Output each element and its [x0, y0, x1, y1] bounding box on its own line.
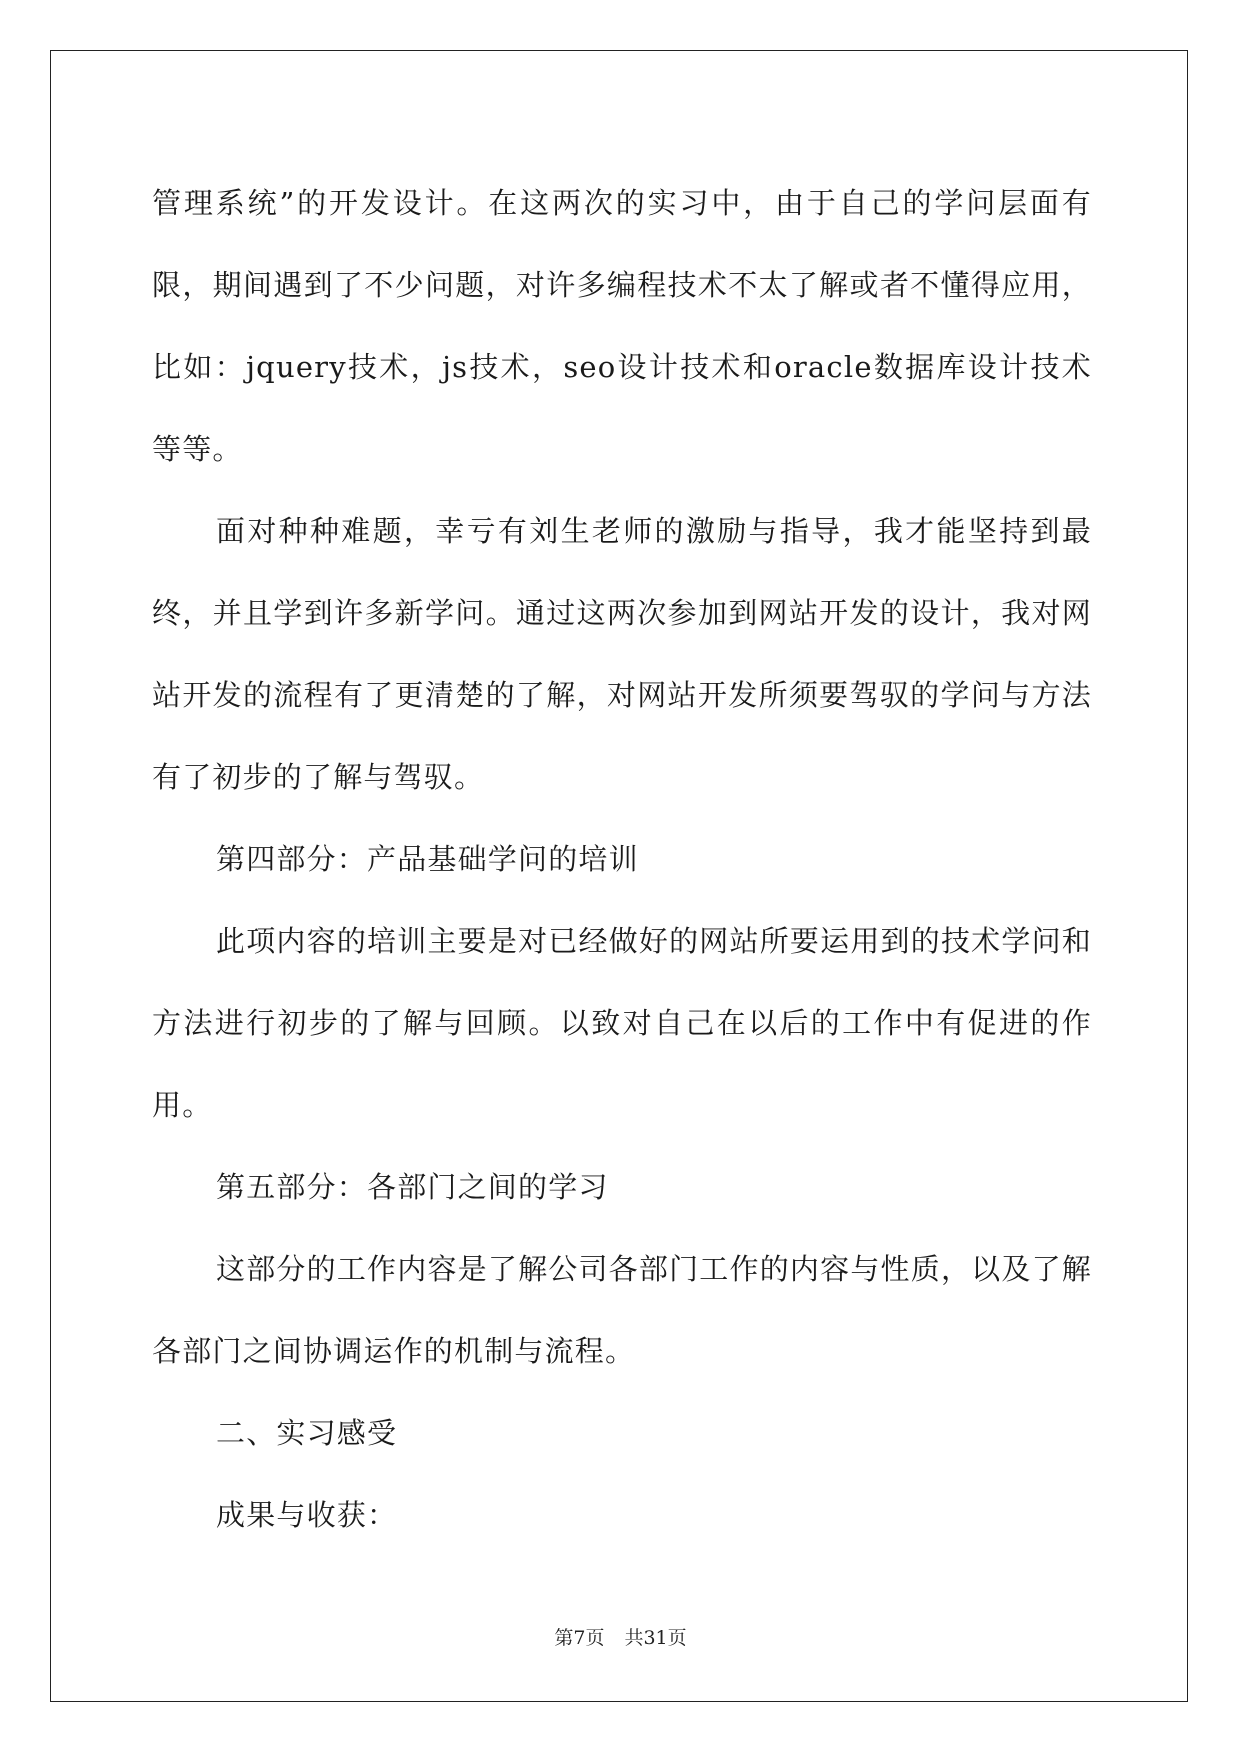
total-page-count: 共31页 [624, 1627, 687, 1649]
section-heading-internship-feelings: 二、实习感受 [216, 1416, 398, 1450]
section-heading-part-four: 第四部分：产品基础学问的培训 [216, 842, 639, 876]
paragraph-4: 这部分的工作内容是了解公司各部门工作的内容与性质，以及了解各部门之间协调运作的机制与流程。 [152, 1252, 1092, 1368]
section-heading-part-five: 第五部分：各部门之间的学习 [216, 1170, 609, 1204]
current-page-number: 第7页 [554, 1627, 605, 1649]
paragraph-3: 此项内容的培训主要是对已经做好的网站所要运用到的技术学问和方法进行初步的了解与回顾。以致对自己在以后的工作中有促进的作用。 [152, 924, 1092, 1122]
page-footer [0, 1623, 1241, 1650]
document-body [152, 162, 1092, 1556]
paragraph-1: 管理系统”的开发设计。在这两次的实习中，由于自己的学问层面有限，期间遇到了不少问题，对许多编程技术不太了解或者不懂得应用，比如：jquery技术，js技术，seo设计技术和oracle数据库设计技术等等。 [152, 186, 1092, 466]
subheading-results-and-gains: 成果与收获： [216, 1498, 398, 1532]
paragraph-2: 面对种种难题，幸亏有刘生老师的激励与指导，我才能坚持到最终，并且学到许多新学问。通过这两次参加到网站开发的设计，我对网站开发的流程有了更清楚的了解，对网站开发所须要驾驭的学问与方法有了初步的了解与驾驭。 [152, 514, 1092, 794]
